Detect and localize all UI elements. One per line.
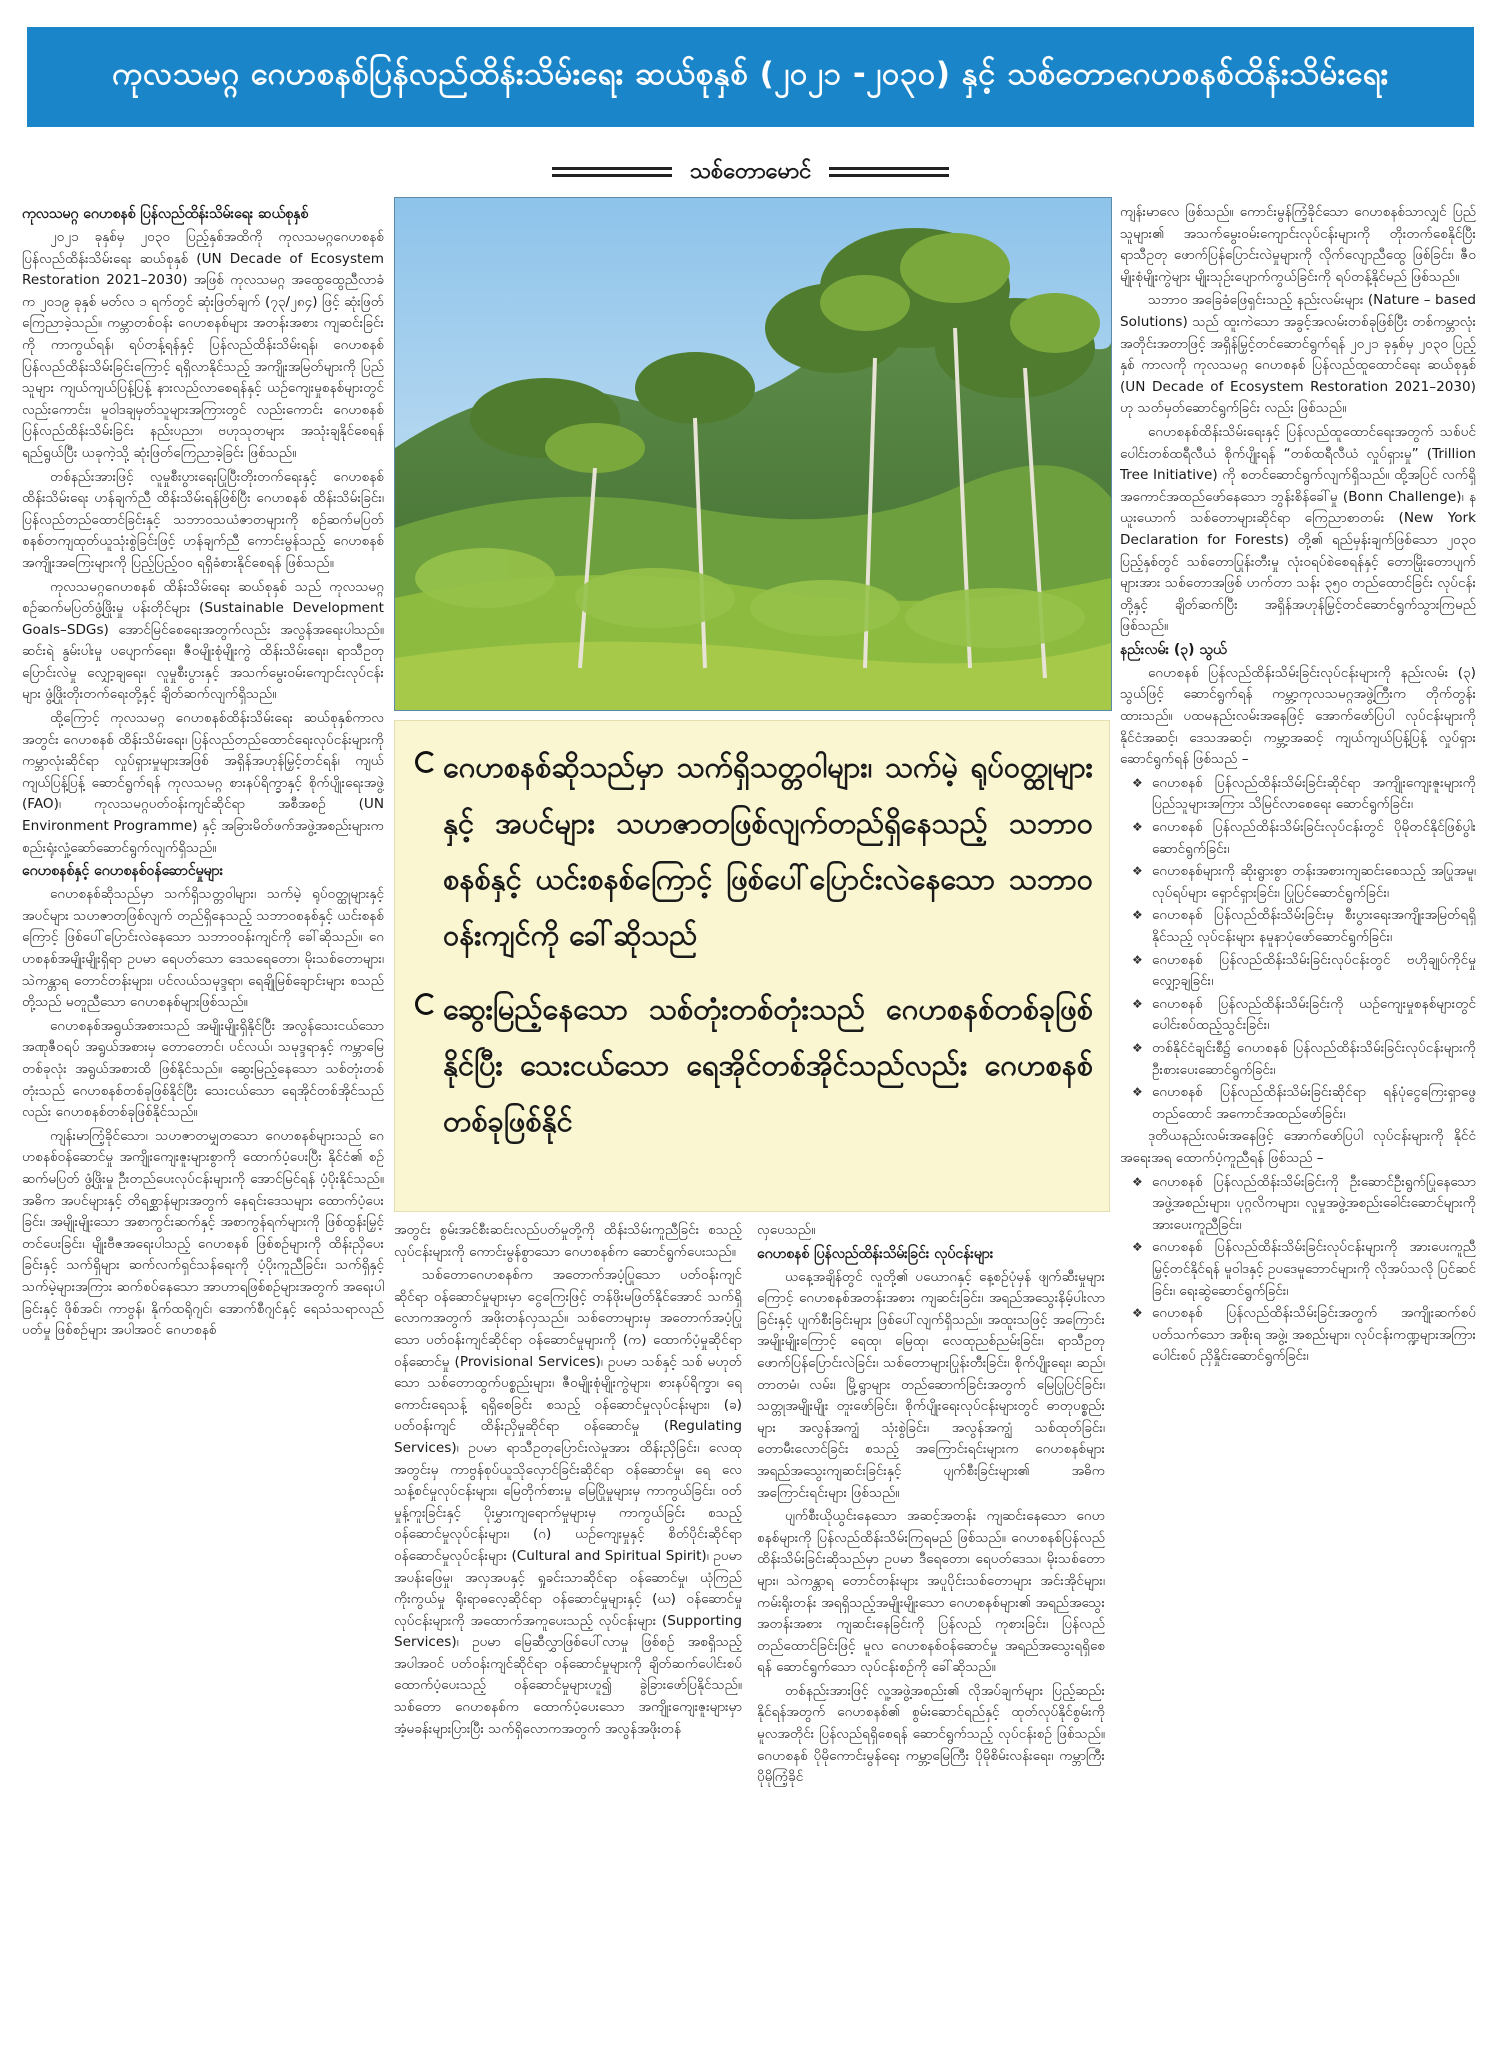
section-heading: ကုလသမဂ္ဂ ဂေဟစနစ် ပြန်လည်ထိန်းသိမ်းရေး ဆယ်စုနှစ် (22, 206, 309, 222)
paragraph: ကျန်းမာလေ ဖြစ်သည်။ ကောင်းမွန်ကြံ့ခိုင်သော ဂေဟစနစ်သာလျှင် ပြည်သူများ၏ အသက်မွေးဝမ်းကျောင်းလုပ်ငန်းများကို တိုးတက်စေနိုင်ပြီး ရာသီဥတု ဖောက်ပြန်ပြောင်းလဲမှုများကို လိုက်လျောညီထွေ ဖြစ်ခြင်း၊ ဇီဝမျိုးစုံမျိုးကွဲများ မျိုးသုဉ်းပျောက်ကွယ်ခြင်းကို ရပ်တန့်နိုင်မည် ဖြစ်သည်။ (1120, 204, 1476, 285)
paragraph: ကျန်းမာကြံ့ခိုင်သော၊ သဟဇာတမျှတသော ဂေဟစနစ်များသည် ဂေဟစနစ်ဝန်ဆောင်မှု အကျိုးကျေးဇူးများစွာကို ထောက်ပံ့ပေးပြီး နိုင်ငံ၏ စဉ်ဆက်မပြတ် ဖွံ့ဖြိုးမှု ဦးတည်ပေးလုပ်ငန်းများကို အောင်မြင်ရန် ပံ့ပိုးနိုင်သည်။ အဓိက အပင်များနှင့် တိရစ္ဆာန်များအတွက် နေရင်းဒေသများ ထောက်ပံ့ပေးခြင်း၊ အမျိုးမျိုးသော အစာကွင်းဆက်နှင့် အစာကွန်ရက်များကို ဖြစ်ထွန်းမြှင့်တင်ပေးခြင်း၊ မျိုးဗီဇအရေးပါသည့် ဂေဟစနစ် ဖြစ်စဉ်များကို ထိန်းညှိပေးခြင်းနှင့် သက်ရှိများ ဆက်လက်ရှင်သန်ရေးကို ပံ့ပိုးကူညီခြင်း၊ သက်ရှိနှင့် သက်မဲ့များအကြား ဆက်စပ်နေသော အာဟာရဖြစ်စဉ်များအတွက် အရေးပါခြင်းနှင့် ဖိုစ်အင်၊ ကာဗွန်၊ နိုက်ထရိုဂျင်၊ အောက်စီဂျင်နှင့် ရေသံသရာလည်ပတ်မှု ဖြစ်စဉ်များ အပါအဝင် ဂေဟစနစ် (22, 1127, 384, 1339)
pull-quote (394, 720, 1110, 1212)
section-heading: ဂေဟစနစ်နှင့် ဂေဟစနစ်ဝန်ဆောင်မှုများ (22, 863, 224, 880)
list-item: ❖ ဂေဟစနစ်များကို ဆိုးရွားစွာ တန်းအစားကျဆင်းစေသည့် အပြုအမူ၊ လုပ်ရပ်များ ရှောင်ရှားခြင်း၊ ပြုပြင်ဆောင်ရွက်ခြင်း၊ (1138, 861, 1476, 904)
paragraph: ဒုတိယနည်းလမ်းအနေဖြင့် အောက်ဖော်ပြပါ လုပ်ငန်းများကို နိုင်ငံအရေးအရ ထောက်ပံ့ကူညီရန် ဖြစ်သည် – (1120, 1128, 1476, 1166)
byline (22, 152, 1479, 192)
column-right (1120, 202, 1476, 2032)
byline-rule-left (552, 167, 672, 177)
paragraph: အတွင်း စွမ်းအင်စီးဆင်းလည်ပတ်မှုတို့ကို ထိန်းသိမ်းကူညီခြင်း စသည့်လုပ်ငန်းများကို ကောင်းမွန်စွာသော ဂေဟစနစ်က ဆောင်ရွက်ပေးသည်။ (394, 1222, 742, 1260)
article-title-text: ကုလသမဂ္ဂ ဂေဟစနစ်ပြန်လည်ထိန်းသိမ်းရေး ဆယ်စုနှစ် (၂၀၂၁ -၂၀၃၀) နှင့် သစ်တောဂေဟစနစ်ထိန်းသိမ်းရေး (112, 56, 1389, 92)
crescent-bullet-icon (415, 993, 437, 1015)
paragraph: တစ်နည်းအားဖြင့် လူမှုစီးပွားရေးပြုပြီးတိုးတက်ရေးနှင့် ဂေဟစနစ် ထိန်းသိမ်းရေး ဟန်ချက်ညီ ထိန်းသိမ်းရန်ဖြစ်ပြီး ဂေဟစနစ် ထိန်းသိမ်းခြင်း၊ ပြန်လည်တည်ထောင်ခြင်းနှင့် သဘာဝသယံဇာတများကို စဉ်ဆက်မပြတ် စနစ်တကျထုတ်ယူသုံးစွဲခြင်းဖြင့် ဟန်ချက်ညီ ကောင်းမွန်သည့် ဂေဟစနစ် အကျိုးအကြေးများကို ပြည့်ပြည့်ဝဝ ရရှိခံစားနိုင်စေရန် ဖြစ်သည်။ (22, 468, 384, 571)
list-item: ❖ ဂေဟစနစ် ပြန်လည်ထိန်းသိမ်းခြင်းဆိုင်ရာ ရန်ပုံငွေကြေးရှာဖွေတည်ထောင် အကောင်အထည်ဖော်ခြင်း၊ (1138, 1082, 1476, 1125)
pull-quote-item (415, 981, 1093, 1149)
byline-rule-right (829, 167, 949, 177)
bullet-list (1120, 773, 1476, 1126)
list-item: ❖ ဂေဟစနစ် ပြန်လည်ထိန်းသိမ်းခြင်းကို ယဉ်ကျေးမှုစနစ်များတွင် ပေါင်းစပ်ထည့်သွင်းခြင်း၊ (1138, 994, 1476, 1037)
bullet-list (1120, 1172, 1476, 1368)
newspaper-page (22, 22, 1479, 2042)
paragraph: ထို့ကြောင့် ကုလသမဂ္ဂ ဂေဟစနစ်ထိန်းသိမ်းရေး ဆယ်စုနှစ်ကာလအတွင်း ဂေဟစနစ် ထိန်းသိမ်းရေး၊ ပြန်လည်တည်ထောင်ရေးလုပ်ငန်းများကို ကမ္ဘာလုံးဆိုင်ရာ လှုပ်ရှားမှုများအဖြစ် အရှိန်အဟုန်မြှင့်တင်ရန်၊ ကျယ်ကျယ်ပြန့်ပြန့် ဆောင်ရွက်ရန် ကုလသမဂ္ဂ စားနပ်ရိက္ခာနှင့် စိုက်ပျိုးရေးအဖွဲ့ (FAO)၊ ကုလသမဂ္ဂပတ်ဝန်းကျင်ဆိုင်ရာ အစီအစဉ် (UN Environment Programme) နှင့် အခြားမိတ်ဖက်အဖွဲ့အစည်းများက စည်းရုံးလှုံ့ဆော်ဆောင်ရွက်လျက်ရှိသည်။ (22, 710, 384, 856)
forest-photo (394, 197, 1112, 711)
paragraph: ၂၀၂၁ ခုနှစ်မှ ၂၀၃၀ ပြည့်နှစ်အထိကို ကုလသမဂ္ဂဂေဟစနစ် ပြန်လည်ထိန်းသိမ်းရေး ဆယ်စုနှစ် (UN Decade of Ecosystem Restoration 2021–2030) အဖြစ် ကုလသမဂ္ဂ အထွေထွေညီလာခံက ၂၀၁၉ ခုနှစ် မတ်လ ၁ ရက်တွင် ဆုံးဖြတ်ချက် (၇၃/၂၈၄) ဖြင့် ဆုံးဖြတ် ကြေညာခဲ့သည်။ ကမ္ဘာတစ်ဝန်း ဂေဟစနစ်များ အတန်းအစား ကျဆင်းခြင်းကို ကာကွယ်ရန်၊ ရပ်တန့်ရန်နှင့် ပြန်လည်ထိန်းသိမ်းရန်၊ ဂေဟစနစ် ပြန်လည်ထိန်းသိမ်းခြင်းကြောင့် ရရှိလာနိုင်သည့် အကျိုးအမြတ်များကို ပြည်သူများ ကျယ်ကျယ်ပြန့်ပြန့် နားလည်လာစေရန်နှင့် ယဉ်ကျေးမှုစနစ်များတွင် လည်းကောင်း၊ မူဝါဒချမှတ်သူများအကြားတွင် လည်းကောင်း ဂေဟစနစ် ပြန်လည်ထိန်းသိမ်းခြင်း နည်းပညာ၊ ဗဟုသုတများ အသုံးချနိုင်စေရန် ရည်ရွယ်ပြီး ယခုကဲ့သို့ ဆုံးဖြတ်ကြေညာခဲ့ခြင်း ဖြစ်သည်။ (22, 229, 384, 461)
list-item: ❖ တစ်နိုင်ငံချင်းစီ၌ ဂေဟစနစ် ပြန်လည်ထိန်းသိမ်းခြင်းလုပ်ငန်းများကို ဦးစားပေးဆောင်ရွက်ခြင်း၊ (1138, 1038, 1476, 1081)
paragraph: ယနေ့အချိန်တွင် လူတို့၏ ပယောဂနှင့် နေ့စဉ်ပုံမှန် ဖျက်ဆီးမှုများကြောင့် ဂေဟစနစ်အတန်းအစား ကျဆင်းခြင်း၊ အရည်အသွေးနိမ့်ပါးလာခြင်းနှင့် ပျက်စီးခြင်းများ ဖြစ်ပေါ်လျက်ရှိသည်။ အထူးသဖြင့် အကြောင်းအမျိုးမျိုးကြောင့် ရေထု၊ မြေထု၊ လေထုညစ်ညမ်းခြင်း၊ ရာသီဥတုဖောက်ပြန်ပြောင်းလဲခြင်း၊ သစ်တောများပြုန်းတီးခြင်း၊ စိုက်ပျိုးရေး၊ ဆည်၊ တာတမံ၊ လမ်း၊ မြို့ရွာများ တည်ဆောက်ခြင်းအတွက် မြေပြုပြင်ခြင်း၊ သတ္တုအမျိုးမျိုး တူးဖော်ခြင်း၊ စိုက်ပျိုးရေးလုပ်ငန်းများတွင် ဓာတုပစ္စည်းများ အလွန်အကျွံ သုံးစွဲခြင်း၊ အလွန်အကျွံ သစ်ထုတ်ခြင်း၊ တောမီးလောင်ခြင်း စသည့် အကြောင်းရင်းများက ဂေဟစနစ်များ အရည်အသွေးကျဆင်းခြင်းနှင့် ပျက်စီးခြင်းများ၏ အဓိက အကြောင်းရင်းများ ဖြစ်သည်။ (757, 1268, 1105, 1501)
byline-author: သစ်တောမောင် (689, 158, 812, 184)
list-item: ❖ ဂေဟစနစ် ပြန်လည်ထိန်းသိမ်းခြင်းဆိုင်ရာ အကျိုးကျေးဇူးများကို ပြည်သူများအကြား သိမြင်လာစေရေး ဆောင်ရွက်ခြင်း၊ (1138, 773, 1476, 816)
list-item: ❖ ဂေဟစနစ် ပြန်လည်ထိန်းသိမ်းခြင်းကို ဦးဆောင်ဦးရွက်ပြုနေသော အဖွဲ့အစည်းများ၊ ပုဂ္ဂလိကများ၊ လူမှုအဖွဲ့အစည်းခေါင်းဆောင်များကို အားပေးကူညီခြင်း၊ (1138, 1172, 1476, 1237)
paragraph: သစ်တောဂေဟစနစ်က အတောက်အပံ့ပြုသော ပတ်ဝန်းကျင်ဆိုင်ရာ ဝန်ဆောင်မှုများမှာ ငွေကြေးဖြင့် တန်ဖိုးမဖြတ်နိုင်အောင် သက်ရှိလောကအတွက် အဖိုးတန်လှသည်။ သစ်တောများမှ အတောက်အပံ့ပြုသော ပတ်ဝန်းကျင်ဆိုင်ရာ ဝန်ဆောင်မှုများကို (က) ထောက်ပံ့မှုဆိုင်ရာ ဝန်ဆောင်မှု (Provisional Services)၊ ဥပမာ သစ်နှင့် သစ် မဟုတ်သော သစ်တောထွက်ပစ္စည်းများ၊ ဇီဝမျိုးစုံမျိုးကွဲများ၊ စားနပ်ရိက္ခာ၊ ရေကောင်းရေသန့် ရရှိစေခြင်း စသည့် ဝန်ဆောင်မှုလုပ်ငန်းများ၊ (ခ) ပတ်ဝန်းကျင် ထိန်းညှိမှုဆိုင်ရာ ဝန်ဆောင်မှု (Regulating Services)၊ ဥပမာ ရာသီဥတုပြောင်းလဲမှုအား ထိန်းညှိခြင်း၊ လေထုအတွင်းမှ ကာဗွန်စုပ်ယူသိုလှောင်ခြင်းဆိုင်ရာ ဝန်ဆောင်မှု၊ ရေ လေသန့်စင်မှုလုပ်ငန်းများ၊ မြေတိုက်စားမှု မြေပြိုမှုများမှ ကာကွယ်ခြင်း၊ ဝတ်မှုန့်ကူးခြင်းနှင့် ပိုးမွှားကျရောက်မှုများမှ ကာကွယ်ခြင်း စသည့် ဝန်ဆောင်မှုလုပ်ငန်းများ၊ (ဂ) ယဉ်ကျေးမှုနှင့် စိတ်ပိုင်းဆိုင်ရာ ဝန်ဆောင်မှုလုပ်ငန်းများ (Cultural and Spiritual Spirit)၊ ဥပမာ အပန်းဖြေမှု၊ အလှအပနှင့် ရှုခင်းသာဆိုင်ရာ ဝန်ဆောင်မှု၊ ယုံကြည်ကိုးကွယ်မှု ရိုးရာဓလေ့ဆိုင်ရာ ဝန်ဆောင်မှုများနှင့် (ဃ) ဝန်ဆောင်မှုလုပ်ငန်းများကို အထောက်အကူပေးသည့် လုပ်ငန်းများ (Supporting Services)၊ ဥပမာ မြေဆီလွှာဖြစ်ပေါ်လာမှု ဖြစ်စဉ် အစရှိသည့် အပါအဝင် ပတ်ဝန်းကျင်ဆိုင်ရာ ဝန်ဆောင်မှုများကို ချိတ်ဆက်ပေါင်းစပ်ထောက်ပံ့ပေးသည့် ဝန်ဆောင်မှုများဟူ၍ ခွဲခြားဖော်ပြနိုင်သည်။ သစ်တော ဂေဟစနစ်က ထောက်ပံ့ပေးသော အကျိုးကျေးဇူးများမှာ အံ့မခန်းများပြားပြီး သက်ရှိလောကအတွက် အလွန်အဖိုးတန် (394, 1267, 742, 1737)
column-middle-2 (757, 1220, 1105, 2035)
paragraph: သဘာဝ အခြေခံဖြေရှင်းသည့် နည်းလမ်းများ (Nature – based Solutions) သည် ထူးကဲသော အခွင့်အလမ်းတစ်ခုဖြစ်ပြီး တစ်ကမ္ဘာလုံး အတိုင်းအတာဖြင့် အရှိန်မြှင့်တင်ဆောင်ရွက်ရန် ၂၀၂၁ ခုနှစ်မှ ၂၀၃၀ ပြည့်နှစ် ကာလကို ကုလသမဂ္ဂ ဂေဟစနစ် ပြန်လည်ထူထောင်ရေး ဆယ်စုနှစ် (UN Decade of Ecosystem Restoration 2021–2030) ဟု သတ်မှတ်ဆောင်ရွက်ခြင်း လည်း ဖြစ်သည်။ (1120, 292, 1476, 417)
crescent-bullet-icon (415, 751, 437, 773)
section-heading: နည်းလမ်း (၃) သွယ် (1120, 641, 1227, 658)
paragraph: ကုလသမဂ္ဂဂေဟစနစ် ထိန်းသိမ်းရေး ဆယ်စုနှစ် သည် ကုလသမဂ္ဂ စဉ်ဆက်မပြတ်ဖွံ့ဖြိုးမှု ပန်းတိုင်များ (Sustainable Development Goals–SDGs) အောင်မြင်စေရေးအတွက်လည်း အလွန်အရေးပါသည်။ ဆင်းရဲ နွမ်းပါးမှု ပပျောက်ရေး၊ ဇီဝမျိုးစုံမျိုးကွဲ ထိန်းသိမ်းရေး၊ ရာသီဥတုပြောင်းလဲမှု လျှော့ချရေး၊ လူမှုစီးပွားနှင့် အသက်မွေးဝမ်းကျောင်းလုပ်ငန်းများ ဖွံ့ဖြိုးတိုးတက်ရေးတို့နှင့် ချိတ်ဆက်လျက်ရှိသည်။ (22, 578, 384, 703)
section-heading: ဂေဟစနစ် ပြန်လည်ထိန်းသိမ်းခြင်း လုပ်ငန်းများ (757, 1245, 994, 1262)
list-item: ❖ ဂေဟစနစ် ပြန်လည်ထိန်းသိမ်းခြင်းလုပ်ငန်းတွင် ဗဟိုချုပ်ကိုင်မှု လျှော့ချခြင်း၊ (1138, 950, 1476, 993)
list-item: ❖ ဂေဟစနစ် ပြန်လည်ထိန်းသိမ်းခြင်းမှ စီးပွားရေးအကျိုးအမြတ်ရရှိနိုင်သည့် လုပ်ငန်းများ နမူနာပုံဖော်ဆောင်ရွက်ခြင်း၊ (1138, 905, 1476, 948)
paragraph: တစ်နည်းအားဖြင့် လူ့အဖွဲ့အစည်း၏ လိုအပ်ချက်များ ပြည့်ဆည်းနိုင်ရန်အတွက် ဂေဟစနစ်၏ စွမ်းဆောင်ရည်နှင့် ထုတ်လုပ်နိုင်စွမ်းကို မူလအတိုင်း ပြန်လည်ရရှိစေရန် ဆောင်ရွက်သည့် လုပ်ငန်းစဉ် ဖြစ်သည်။ ဂေဟစနစ် ပိုမိုကောင်းမွန်ရေး ကမ္ဘာ့မြေကြီး ပိုမိုစိမ်းလန်းရေး၊ ကမ္ဘာကြီး ပိုမိုကြံ့ခိုင် (757, 1682, 1105, 1786)
pull-quote-text: ဆွေးမြည့်နေသော သစ်တုံးတစ်တုံးသည် ဂေဟစနစ်တစ်ခုဖြစ်နိုင်ပြီး သေးငယ်သော ရေအိုင်တစ်အိုင်သည်လည်း ဂေဟစနစ်တစ်ခုဖြစ်နိုင် (443, 992, 1093, 1138)
paragraph: ဂေဟစနစ်အရွယ်အစားသည် အမျိုးမျိုးရှိနိုင်ပြီး အလွန်သေးငယ်သော အဏုဇီဝရပ် အရွယ်အစားမှ တောတောင်၊ ပင်လယ်၊ သမုဒ္ဒရာနှင့် ကမ္ဘာမြေတစ်ခုလုံး အရွယ်အစားထိ ဖြစ်နိုင်သည်။ ဆွေးမြည့်နေသော သစ်တုံးတစ်တုံးသည် ဂေဟစနစ်တစ်ခုဖြစ်နိုင်ပြီး သေးငယ်သော ရေအိုင်တစ်အိုင်သည်လည်း ဂေဟစနစ်တစ်ခုဖြစ်နိုင်သည်။ (22, 1017, 384, 1121)
list-item: ❖ ဂေဟစနစ် ပြန်လည်ထိန်းသိမ်းခြင်းလုပ်ငန်းတွင် ပိုမိုတင်နိုင်ဖြစ်ပွါးဆောင်ရွက်ခြင်း၊ (1138, 817, 1476, 860)
paragraph: ပျက်စီးယိုယွင်းနေသော အဆင့်အတန်း ကျဆင်းနေသော ဂေဟစနစ်များကို ပြန်လည်ထိန်းသိမ်းကြရမည် ဖြစ်သည်။ ဂေဟစနစ်ပြန်လည်ထိန်းသိမ်းခြင်းဆိုသည်မှာ ဥပမာ ဒီရေတော၊ ရေပတ်ဒေသ၊ မိုးသစ်တောများ၊ သဲကန္တာရ တောင်တန်းများ အပူပိုင်းသစ်တောများ အင်းအိုင်များ၊ ကမ်းရိုးတန်း အရရှိသည့်အမျိုးမျိုးသော ဂေဟစနစ်များ၏ အရည်အသွေး အတန်းအစား ကျဆင်းနေခြင်းကို ပြန်လည် ကုစားခြင်း၊ ပြန်လည်တည်ထောင်ခြင်းဖြင့် မူလ ဂေဟစနစ်ဝန်ဆောင်မှု အရည်အသွေးရရှိစေရန် ဆောင်ရွက်သော လုပ်ငန်းစဉ်ကို ခေါ်ဆိုသည်။ (757, 1508, 1105, 1676)
article-title (27, 27, 1474, 127)
paragraph: ဂေဟစနစ်ဆိုသည်မှာ သက်ရှိသတ္တဝါများ၊ သက်မဲ့ ရုပ်ဝတ္ထုများနှင့် အပင်များ သဟဇာတဖြစ်လျက် တည်ရှိနေသည့် သဘာဝစနစ်နှင့် ယင်းစနစ်ကြောင့် ဖြစ်ပေါ်ပြောင်းလဲနေသော သဘာဝဝန်းကျင်ကို ခေါ်ဆိုသည်။ ဂေဟစနစ်အမျိုးမျိုးရှိရာ ဥပမာ ရေပတ်သော ဒေသရေတော၊ မိုးသစ်တောများ၊ သဲကန္တာရ တောင်တန်းများ၊ ပင်လယ်သမုဒ္ဒရာ၊ ရေချိုမြစ်ချောင်းများ စသည်တို့သည် မတူညီသော ဂေဟစနစ်များဖြစ်သည်။ (22, 886, 384, 1011)
pull-quote-text: ဂေဟစနစ်ဆိုသည်မှာ သက်ရှိသတ္တဝါများ၊ သက်မဲ့ ရုပ်ဝတ္ထုများနှင့် အပင်များ သဟဇာတဖြစ်လျက်တည်ရှိနေသည့် သဘာဝစနစ်နှင့် ယင်းစနစ်ကြောင့် ဖြစ်ပေါ်ပြောင်းလဲနေသော သဘာဝဝန်းကျင်ကို ခေါ်ဆိုသည် (443, 750, 1093, 952)
list-item: ❖ ဂေဟစနစ် ပြန်လည်ထိန်းသိမ်းခြင်းအတွက် အကျိုးဆက်စပ်ပတ်သက်သော အစိုးရ အဖွဲ့၊ အစည်းများ၊ လုပ်ငန်းကဏ္ဍများအကြား ပေါင်းစပ် ညှိနှိုင်းဆောင်ရွက်ခြင်း၊ (1138, 1303, 1476, 1368)
column-left (22, 202, 384, 2032)
paragraph: ဂေဟစနစ် ပြန်လည်ထိန်းသိမ်းခြင်းလုပ်ငန်းများကို နည်းလမ်း (၃) သွယ်ဖြင့် ဆောင်ရွက်ရန် ကမ္ဘာ့ကုလသမဂ္ဂအဖွဲ့ကြီးက တိုက်တွန်းထားသည်။ ပထမနည်းလမ်းအနေဖြင့် အောက်ဖော်ပြပါ လုပ်ငန်းများကို နိုင်ငံအဆင့်၊ ဒေသအဆင့်၊ ကမ္ဘာ့အဆင့် ကျယ်ကျယ်ပြန့်ပြန့် လှုပ်ရှားဆောင်ရွက်ရန် ဖြစ်သည် – (1120, 664, 1476, 768)
column-middle-1 (394, 1220, 742, 2035)
paragraph: ဂေဟစနစ်ထိန်းသိမ်းရေးနှင့် ပြန်လည်ထူထောင်ရေးအတွက် သစ်ပင်ပေါင်းတစ်ထရီလီယံ စိုက်ပျိုးရန် “တစ်ထရီလီယံ လှုပ်ရှားမှု” (Trillion Tree Initiative) ကို စတင်ဆောင်ရွက်လျက်ရှိသည်။ ထို့အပြင် လက်ရှိ အကောင်အထည်ဖော်နေသော ဘွန်းစိန်ခေါ်မှု (Bonn Challenge)၊ နယူးယောက် သစ်တောများဆိုင်ရာ ကြေညာစာတမ်း (New York Declaration for Forests) တို့၏ ရည်မှန်းချက်ဖြစ်သော ၂၀၃၀ ပြည့်နှစ်တွင် သစ်တောပြုန်းတီးမှု လုံးဝရပ်စဲစေရန်နှင့် တောမြိုးတောပျက်များအား သစ်တောအဖြစ် ဟက်တာ သန်း ၃၅၀ တည်ထောင်ခြင်း လုပ်ငန်းတို့နှင့် ချိတ်ဆက်ပြီး အရှိန်အဟုန်မြှင့်တင်ဆောင်ရွက်သွားကြမည်ဖြစ်သည်။ (1120, 423, 1476, 635)
paragraph: လှပေသည်။ (757, 1222, 816, 1238)
list-item: ❖ ဂေဟစနစ် ပြန်လည်ထိန်းသိမ်းခြင်းလုပ်ငန်းများကို အားပေးကူညီမြှင့်တင်နိုင်ရန် မူဝါဒနှင့် ဥပဒေမူဘောင်များကို လိုအပ်သလို ပြင်ဆင်ခြင်း၊ ရေးဆွဲဆောင်ရွက်ခြင်း၊ (1138, 1237, 1476, 1302)
forest-photo-icon (395, 198, 1111, 710)
pull-quote-item (415, 739, 1093, 963)
